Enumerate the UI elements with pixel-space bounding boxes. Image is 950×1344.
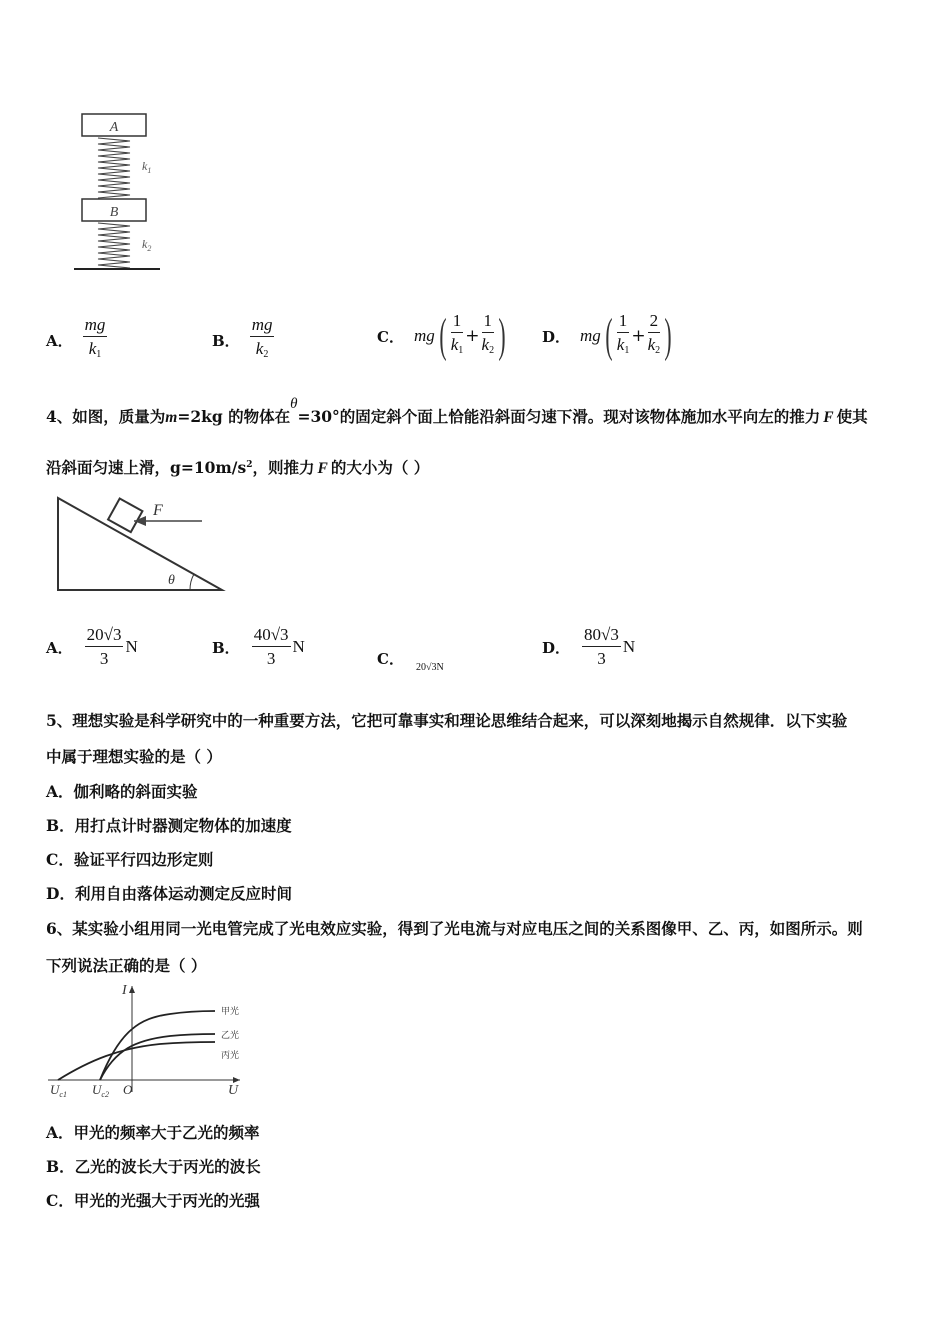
q6-question-line2: 下列说法正确的是（ ）	[46, 956, 207, 975]
fraction-numerator: 80√3	[582, 626, 621, 647]
q4-option-a[interactable]	[46, 626, 138, 668]
exponent: 2	[246, 459, 253, 470]
fraction-numerator: mg	[83, 316, 108, 337]
q4-var-f: F	[317, 460, 328, 477]
curve-bing	[58, 1042, 215, 1080]
q3-option-d[interactable]	[542, 309, 676, 362]
angle-label: θ	[168, 573, 175, 588]
q4-question-line1	[46, 396, 868, 427]
fraction-numerator: 1	[617, 312, 630, 333]
spring1-label: k	[142, 159, 148, 173]
q5-option-b[interactable]: B．用打点计时器测定物体的加速度	[46, 816, 292, 835]
fraction-numerator: 20√3	[85, 626, 124, 647]
q3-option-a[interactable]	[46, 316, 107, 364]
iv-graph	[40, 980, 250, 1100]
fraction-denominator: 3	[597, 649, 606, 668]
uc1-label: U	[50, 1082, 60, 1097]
option-label: B．	[212, 638, 240, 657]
denominator-sub: 2	[655, 345, 661, 356]
option-label: C．	[377, 327, 404, 346]
block-b-label: B	[109, 205, 119, 220]
svg-text:Uc2	[92, 1082, 109, 1099]
curve-label-yi: 乙光	[221, 1031, 240, 1041]
q6-option-c[interactable]: C．甲光的光强大于丙光的光强	[46, 1191, 260, 1210]
fraction-denominator: k	[255, 339, 264, 358]
q5-option-c[interactable]: C．验证平行四边形定则	[46, 850, 214, 869]
option-label: D．	[542, 327, 571, 346]
option-label: A．	[46, 331, 73, 350]
fraction-denominator: k	[88, 339, 97, 358]
left-paren-icon: (	[605, 309, 613, 362]
curve-yi	[100, 1034, 215, 1080]
q4-option-d[interactable]	[542, 626, 635, 668]
spring-diagram	[60, 108, 170, 278]
q3-option-c[interactable]	[377, 309, 510, 362]
curve-jia	[100, 1011, 215, 1080]
y-axis-label: I	[122, 983, 127, 998]
option-prefix: mg	[580, 326, 601, 345]
curve-label-bing: 丙光	[221, 1051, 240, 1061]
fraction-denominator: 3	[99, 649, 109, 668]
option-value: 20√3N	[415, 662, 444, 673]
right-paren-icon: )	[664, 309, 672, 362]
curve-label-jia: 甲光	[221, 1007, 240, 1017]
q3-option-b[interactable]	[212, 316, 274, 364]
fraction-denominator: k	[481, 335, 490, 354]
q5-question-line2: 中属于理想实验的是（ ）	[46, 747, 222, 766]
theta-symbol: θ	[290, 396, 298, 412]
fraction-denominator: k	[647, 335, 656, 354]
fraction-numerator: 1	[482, 312, 495, 333]
q4-var-f: F	[823, 409, 834, 426]
q6-option-b[interactable]: B．乙光的波长大于丙光的波长	[46, 1157, 261, 1176]
right-paren-icon: )	[498, 309, 506, 362]
q4-text: 的大小为（ ）	[330, 458, 430, 477]
uc1-sub: c1	[59, 1090, 67, 1099]
q6-option-a[interactable]: A．甲光的频率大于乙光的频率	[46, 1123, 260, 1142]
unit: N	[292, 637, 305, 656]
denominator-sub: 1	[458, 345, 464, 356]
fraction-numerator: 40√3	[252, 626, 291, 647]
q4-text: 4、如图，质量为	[46, 407, 166, 426]
q4-text: ，则推力	[252, 458, 315, 477]
svg-text:k2	[142, 237, 151, 253]
option-label: B．	[212, 331, 240, 350]
option-label: A．	[46, 638, 73, 657]
incline-diagram	[50, 490, 250, 595]
uc2-label: U	[92, 1082, 102, 1097]
iv-graph-figure	[40, 980, 250, 1100]
option-label: D．	[542, 638, 571, 657]
fraction-numerator: 2	[648, 312, 661, 333]
block-a-label: A	[109, 120, 119, 135]
uc2-sub: c2	[101, 1090, 109, 1099]
q5-question-line1: 5、理想实验是科学研究中的一种重要方法，它把可靠事实和理论思维结合起来，可以深刻地揭示自然规律．以下实验	[46, 711, 848, 730]
fraction-denominator: k	[616, 335, 625, 354]
fraction-denominator: k	[450, 335, 459, 354]
denominator-sub: 2	[489, 345, 495, 356]
unit: N	[125, 637, 138, 656]
fraction-numerator: mg	[250, 316, 275, 337]
origin-label: O	[123, 1082, 133, 1097]
q4-var-m: m	[165, 409, 178, 426]
spring1-sub: 1	[147, 166, 152, 175]
q4-text: =30°的固定斜个面上恰能沿斜面匀速下滑。现对该物体施加水平向左的推力	[297, 407, 821, 426]
q4-question-line2	[46, 456, 429, 478]
q4-option-c[interactable]	[377, 648, 444, 673]
denominator-sub: 1	[96, 349, 102, 360]
spring2-sub: 2	[147, 244, 152, 253]
x-axis-label: U	[228, 1083, 239, 1098]
spring2-label: k	[142, 237, 148, 251]
q5-option-a[interactable]: A．伽利略的斜面实验	[46, 782, 198, 801]
incline-figure	[50, 490, 250, 595]
q4-text: =2kg 的物体在	[177, 407, 291, 426]
spring-figure	[60, 108, 170, 278]
plus-operator: +	[465, 326, 480, 346]
q5-option-d[interactable]: D．利用自由落体运动测定反应时间	[46, 884, 292, 903]
svg-text:Uc1	[50, 1082, 67, 1099]
force-label: F	[153, 502, 163, 519]
q4-text: 使其	[836, 407, 868, 426]
plus-operator: +	[631, 326, 646, 346]
option-label: C．	[377, 650, 404, 668]
svg-text:k1	[142, 159, 151, 175]
fraction-denominator: 3	[266, 649, 276, 668]
option-prefix: mg	[413, 326, 435, 345]
q6-question-line1: 6、某实验小组用同一光电管完成了光电效应实验，得到了光电流与对应电压之间的关系图像甲、乙、丙，如图所示。则	[46, 919, 863, 938]
fraction-numerator: 1	[451, 312, 464, 333]
unit: N	[622, 637, 636, 656]
denominator-sub: 2	[263, 349, 269, 360]
denominator-sub: 1	[624, 345, 630, 356]
q4-text: 沿斜面匀速上滑，g=10m/s	[46, 458, 247, 477]
left-paren-icon: (	[439, 309, 447, 362]
q4-option-b[interactable]	[212, 626, 305, 668]
